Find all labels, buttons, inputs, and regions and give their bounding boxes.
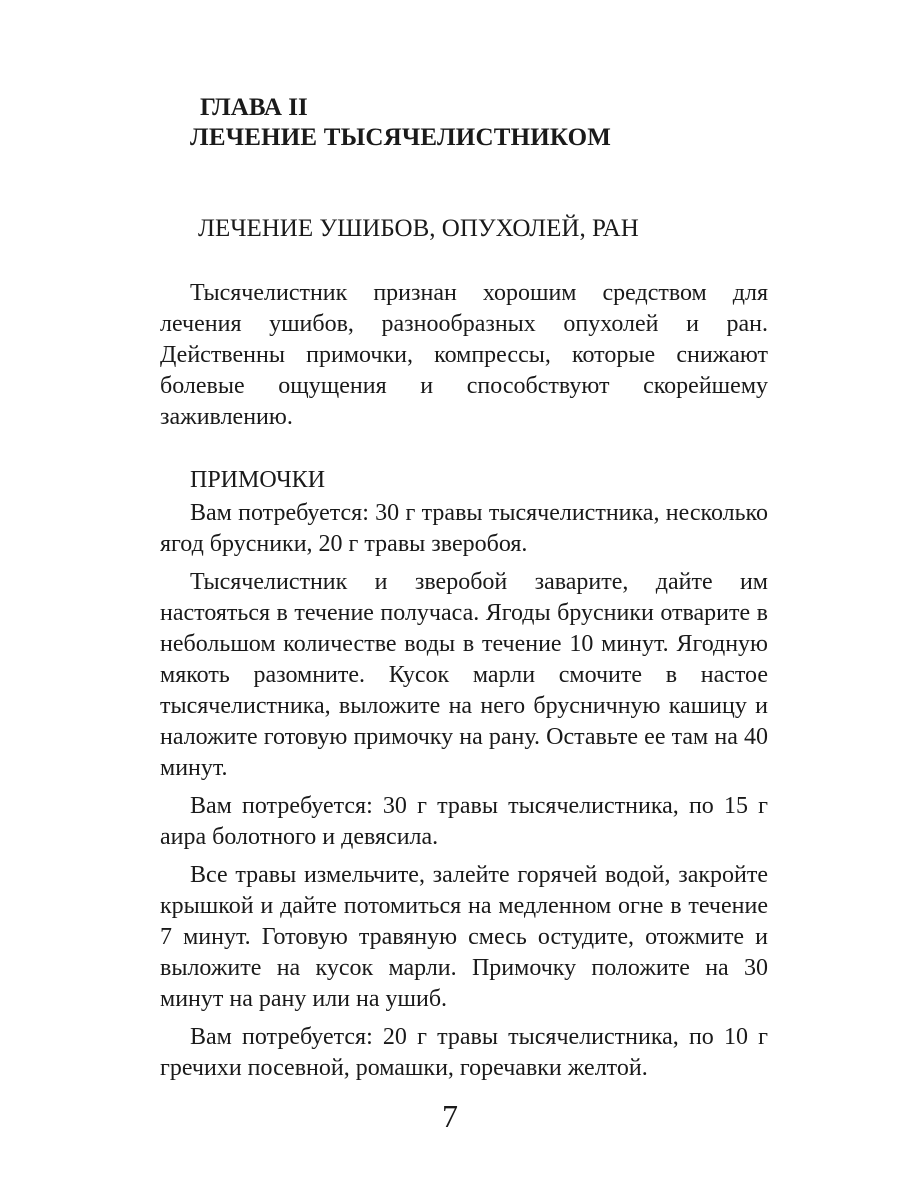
recipe-paragraph: Вам потребуется: 20 г травы тысячелистника, по 10 г гречихи посевной, ромашки, горечавки желтой.	[160, 1024, 768, 1081]
section-title: ЛЕЧЕНИЕ УШИБОВ, ОПУХОЛЕЙ, РАН	[198, 215, 639, 242]
page-number: 7	[442, 1098, 458, 1134]
recipe-paragraph: Вам потребуется: 30 г травы тысячелистника, несколько ягод брусники, 20 г травы зверобоя.	[160, 500, 768, 557]
recipes-block	[160, 498, 768, 1084]
intro-block	[160, 278, 768, 433]
subsection-heading: ПРИМОЧКИ	[190, 467, 326, 493]
chapter-title: ЛЕЧЕНИЕ ТЫСЯЧЕЛИСТНИКОМ	[190, 124, 612, 151]
recipe-paragraph: Все травы измельчите, залейте горячей водой, закройте крышкой и дайте потомиться на медленном огне в течение 7 минут. Готовую травяную смесь остудите, отожмите и выложите на кусок марли. Примочку положите на 30 минут на рану или на ушиб.	[160, 862, 768, 1012]
recipe-paragraph: Вам потребуется: 30 г травы тысячелистника, по 15 г аира болотного и девясила.	[160, 793, 768, 850]
intro-paragraph: Тысячелистник признан хорошим средством для лечения ушибов, разнообразных опухолей и ран. Действенны примочки, компрессы, которые снижают болевые ощущения и способствуют скорейшему заживлению.	[160, 280, 768, 430]
chapter-number: ГЛАВА II	[200, 94, 308, 121]
recipe-paragraph: Тысячелистник и зверобой заварите, дайте им настояться в течение получаса. Ягоды брусники отварите в небольшом количестве воды в течение 10 минут. Ягодную мякоть разомните. Кусок марли смочите в настое тысячелистника, выложите на него брусничную кашицу и наложите готовую примочку на рану. Оставьте ее там на 40 минут.	[160, 569, 768, 781]
